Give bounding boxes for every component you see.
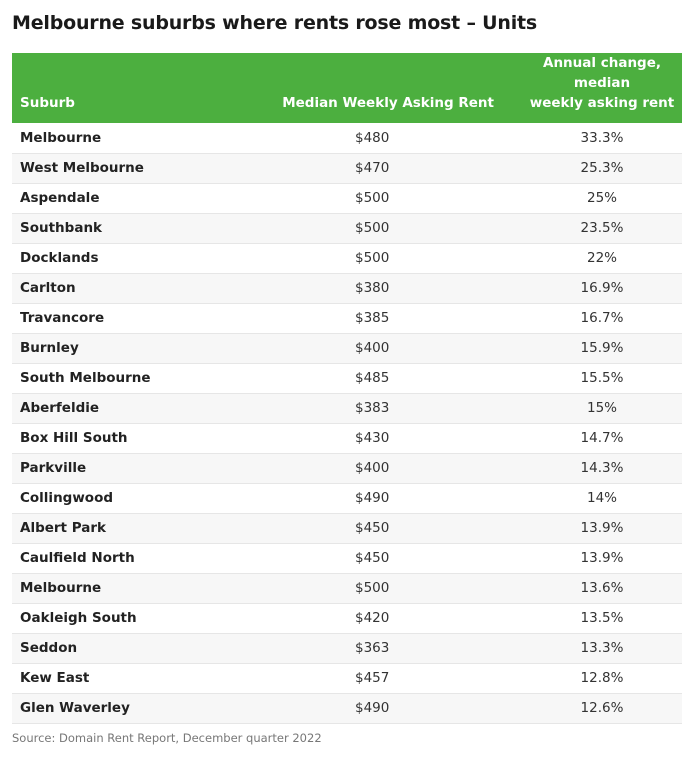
rent-cell: $385 (355, 310, 390, 326)
change-cell: 12.8% (580, 670, 624, 686)
suburb-cell: Carlton (20, 280, 76, 296)
rent-cell: $490 (355, 700, 390, 716)
table-row (12, 513, 682, 543)
change-cell: 22% (586, 250, 617, 266)
change-cell: 14% (586, 490, 617, 506)
table-row (12, 363, 682, 393)
rent-cell: $480 (355, 129, 390, 146)
rent-cell: $430 (355, 430, 390, 446)
table-header (12, 53, 682, 123)
table-row (12, 573, 682, 603)
rent-cell: $363 (355, 640, 390, 656)
rent-cell: $470 (355, 160, 390, 176)
table-row (12, 663, 682, 693)
table-row (12, 543, 682, 573)
suburb-cell: Albert Park (20, 520, 106, 536)
table-row (12, 303, 682, 333)
change-cell: 14.7% (580, 430, 624, 446)
rent-table (12, 53, 682, 724)
change-cell: 14.3% (580, 460, 624, 476)
table-row (12, 153, 682, 183)
suburb-cell: Aspendale (20, 190, 100, 206)
table-row (12, 213, 682, 243)
table-row (12, 273, 682, 303)
table-row (12, 603, 682, 633)
rent-cell: $500 (355, 250, 390, 266)
table-body (12, 123, 682, 723)
table-row (12, 123, 682, 153)
table-row (12, 483, 682, 513)
change-cell: 15.5% (580, 370, 624, 386)
suburb-cell: Burnley (20, 340, 79, 356)
change-cell: 25.3% (580, 160, 624, 176)
rent-cell: $400 (355, 460, 390, 476)
rent-cell: $490 (355, 490, 390, 506)
change-cell: 13.9% (580, 550, 624, 566)
table-row (12, 243, 682, 273)
rent-cell: $457 (355, 670, 390, 686)
change-cell: 13.5% (580, 610, 624, 626)
change-cell: 15% (586, 400, 617, 416)
suburb-cell: Caulfield North (20, 550, 135, 566)
suburb-cell: Melbourne (20, 580, 102, 596)
suburb-cell: Parkville (20, 460, 87, 476)
column-header-rent: Median Weekly Asking Rent (282, 95, 494, 111)
change-cell: 23.5% (580, 220, 624, 236)
suburb-cell: South Melbourne (20, 370, 151, 386)
table-row (12, 333, 682, 363)
rent-cell: $450 (355, 520, 390, 536)
suburb-cell: Travancore (20, 310, 105, 326)
header-row (12, 53, 682, 123)
column-header-change-line1: Annual change, median (543, 55, 661, 91)
source-note: Source: Domain Rent Report, December quarter 2022 (12, 731, 322, 745)
suburb-cell: Oakleigh South (20, 610, 137, 626)
change-cell: 33.3% (580, 129, 624, 146)
column-header-change-line2: weekly asking rent (529, 95, 675, 111)
change-cell: 15.9% (580, 340, 624, 356)
page-title: Melbourne suburbs where rents rose most – Units (12, 12, 538, 34)
rent-cell: $485 (355, 370, 390, 386)
suburb-cell: West Melbourne (20, 160, 144, 176)
table-row (12, 693, 682, 723)
column-header-suburb: Suburb (20, 95, 75, 111)
change-cell: 25% (586, 190, 617, 206)
rent-cell: $400 (355, 340, 390, 356)
rent-cell: $500 (355, 190, 390, 206)
suburb-cell: Kew East (20, 670, 90, 686)
suburb-cell: Glen Waverley (20, 700, 130, 716)
change-cell: 12.6% (580, 700, 624, 716)
column-header-change (522, 53, 682, 123)
rent-cell: $450 (355, 550, 390, 566)
suburb-cell: Docklands (20, 250, 99, 266)
suburb-cell: Southbank (20, 220, 103, 236)
suburb-cell: Melbourne (20, 129, 102, 146)
table-row (12, 183, 682, 213)
suburb-cell: Collingwood (20, 490, 114, 506)
table-row (12, 423, 682, 453)
rent-cell: $500 (355, 220, 390, 236)
change-cell: 13.6% (580, 580, 624, 596)
table-row (12, 633, 682, 663)
rent-cell: $383 (355, 400, 390, 416)
table-row (12, 453, 682, 483)
rent-cell: $500 (355, 580, 390, 596)
change-cell: 16.9% (580, 280, 624, 296)
suburb-cell: Box Hill South (20, 430, 128, 446)
rent-cell: $380 (355, 280, 390, 296)
change-cell: 16.7% (580, 310, 624, 326)
table-row (12, 393, 682, 423)
suburb-cell: Seddon (20, 640, 78, 656)
change-cell: 13.9% (580, 520, 624, 536)
change-cell: 13.3% (580, 640, 624, 656)
suburb-cell: Aberfeldie (20, 400, 100, 416)
rent-cell: $420 (355, 610, 390, 626)
